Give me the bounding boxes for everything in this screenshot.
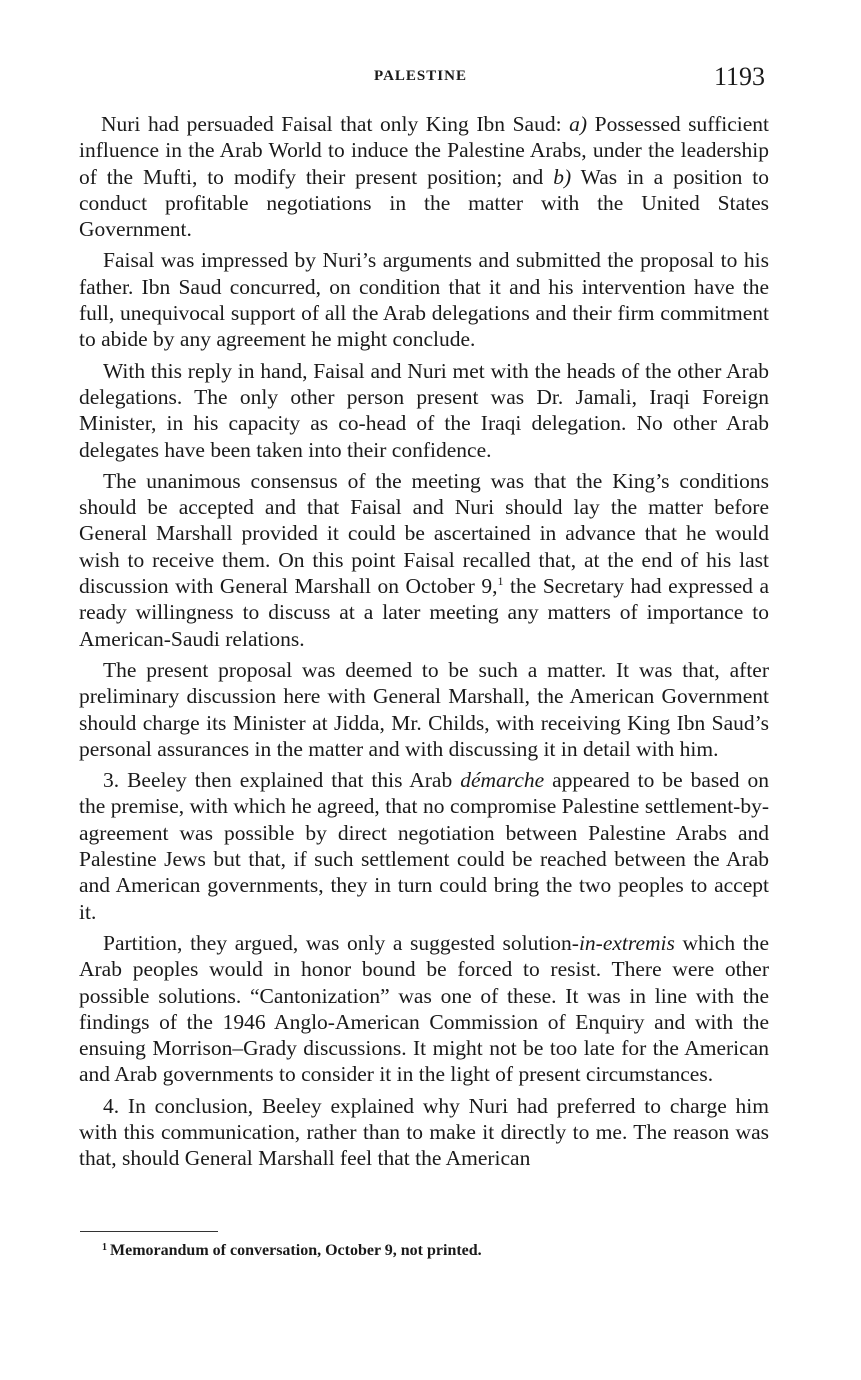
paragraph-7-text-a: Partition, they argued, was only a suggested solution- — [103, 930, 579, 955]
paragraph-1-text-c: Was in a position to conduct profitable negotiations in the matter with the United States Government. — [79, 164, 769, 242]
paragraph-7 — [79, 930, 769, 1088]
paragraph-6 — [79, 767, 769, 925]
paragraph-1 — [79, 111, 769, 242]
footnote-reference: 1 — [497, 574, 504, 589]
paragraph-1-text-b: Possessed sufficient influence in the Arab World to induce the Palestine Arabs, under the leadership of the Mufti, to modify their present position; and — [79, 112, 769, 189]
paragraph-8: 4. In conclusion, Beeley explained why Nuri had preferred to charge him with this communication, rather than to make it directly to me. The reason was that, should General Marshall feel that the American — [79, 1093, 769, 1171]
page-title: PALESTINE — [374, 68, 467, 84]
paragraph-6-italic: démarche — [460, 768, 545, 793]
paragraph-7-italic: in-extremis — [578, 930, 675, 955]
paragraph-4-text-b: the Secretary had expressed a ready willingness to discuss at a later meeting any matters of importance to American-Saudi relations. — [79, 574, 769, 651]
footnote-text: Memorandum of conversation, October 9, not printed. — [110, 1242, 482, 1259]
page-number: 1193 — [713, 62, 765, 91]
paragraph-4 — [79, 468, 769, 652]
paragraph-6-text-a: 3. Beeley then explained that this Arab — [103, 768, 461, 793]
paragraph-5: The present proposal was deemed to be such a matter. It was that, after preliminary discussion here with General Marshall, the American Government should charge its Minister at Jidda, Mr. Childs, with receiving King Ibn Saud’s personal assurances in the matter and with discussing it in detail with him. — [79, 657, 769, 761]
paragraph-3: With this reply in hand, Faisal and Nuri met with the heads of the other Arab delegations. The only other person present was Dr. Jamali, Iraqi Foreign Minister, in his capacity as co-head of the Iraqi delegation. No other Arab delegates have been taken into their confidence. — [79, 358, 769, 462]
paragraph-2: Faisal was impressed by Nuri’s arguments and submitted the proposal to his father. Ibn Saud concurred, on condition that it and his intervention have the full, unequivocal support of all the Arab delegations and their firm commitment to abide by any agreement he might conclude. — [79, 248, 769, 352]
body-text — [79, 111, 769, 1172]
footnote-divider — [80, 1231, 218, 1232]
paragraph-6-text-b: appeared to be based on the premise, with which he agreed, that no compromise Palestine settlement-by-agreement was possible by direct negotiation between Palestine Arabs and Palestine Jews but that, if such settlement could be reached between the Arab and American governments, they in turn could bring the two peoples to accept it. — [79, 768, 769, 924]
paragraph-4-text-a: The unanimous consensus of the meeting was that the King’s conditions should be accepted and that Faisal and Nuri should lay the matter before General Marshall provided it could be ascertained in advance that he would wish to receive them. On this point Faisal recalled that, at the end of his last discussion with General Marshall on October 9, — [79, 468, 769, 599]
paragraph-7-text-b: which the Arab peoples would in honor bound be forced to resist. There were other possible solutions. “Cantonization” was one of these. It was in line with the findings of the 1946 Anglo-American Commission of Enquiry and with the ensuing Morrison–Grady discussions. It might not be too late for the American and Arab governments to consider it in the light of present circumstances. — [79, 930, 769, 1087]
paragraph-1-text-a: Nuri had persuaded Faisal that only King Ibn Saud: — [101, 112, 570, 136]
footnote — [102, 1241, 762, 1261]
running-head — [0, 62, 861, 94]
footnote-marker: 1 — [102, 1242, 107, 1253]
list-marker-a: a) — [569, 112, 588, 136]
list-marker-b: b) — [553, 164, 572, 189]
